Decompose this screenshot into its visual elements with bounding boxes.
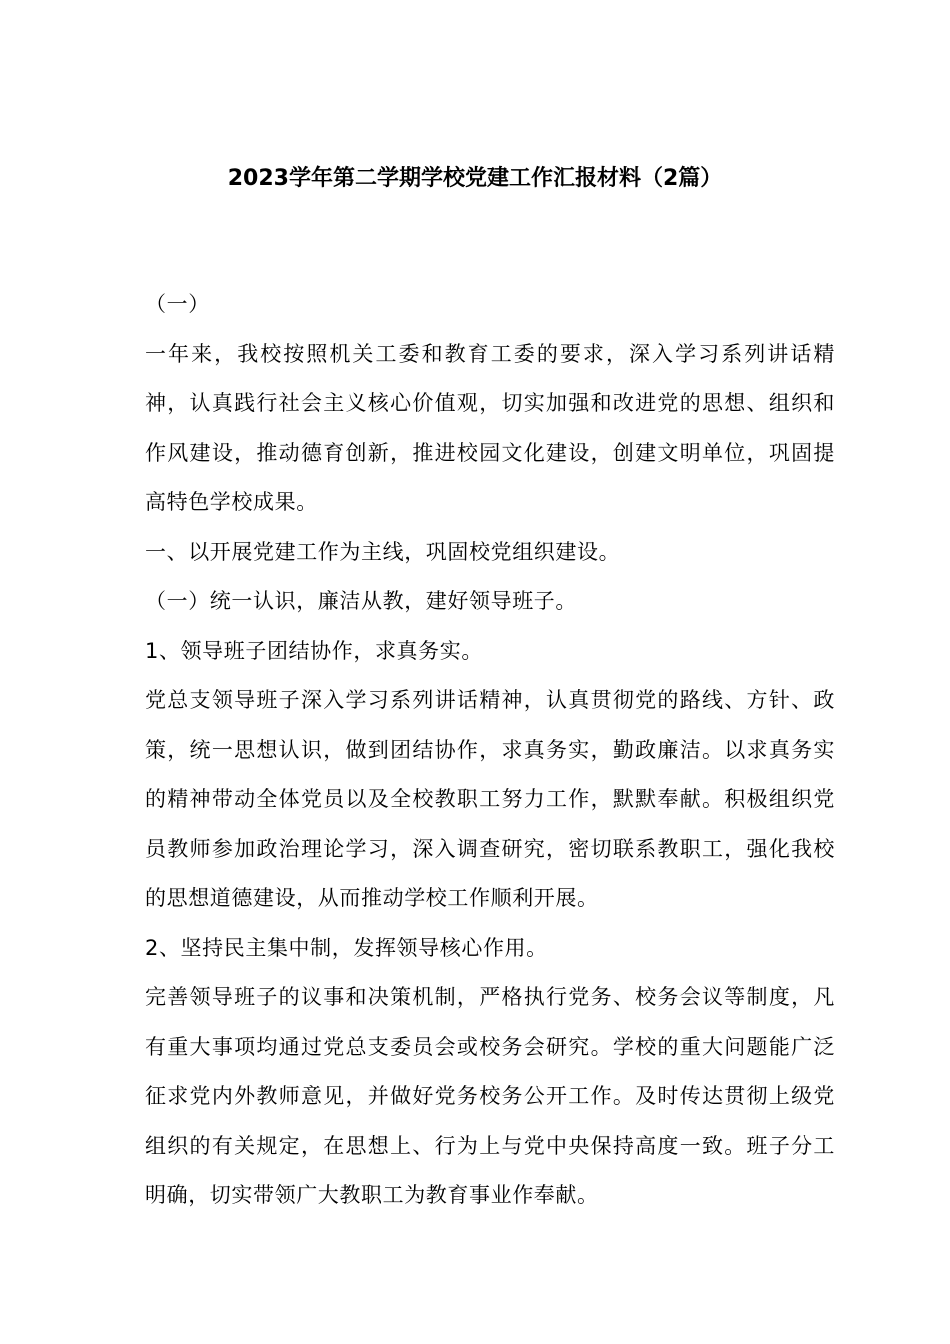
heading-level-2: （一）统一认识，廉洁从教，建好领导班子。 — [145, 589, 577, 613]
document-body — [145, 280, 835, 1221]
heading-level-3: 2、坚持民主集中制，发挥领导核心作用。 — [145, 935, 548, 960]
intro-paragraph: 一年来，我校按照机关工委和教育工委的要求，深入学习系列讲话精神，认真践行社会主义核心价值观，切实加强和改进党的思想、组织和作风建设，推动德育创新，推进校园文化建设，创建文明单位，巩固提高特色学校成果。 — [145, 341, 835, 514]
section-marker: （一） — [145, 292, 210, 316]
heading-level-3: 1、领导班子团结协作，求真务实。 — [145, 638, 483, 663]
body-paragraph: 完善领导班子的议事和决策机制，严格执行党务、校务会议等制度，凡有重大事项均通过党总支委员会或校务会研究。学校的重大问题能广泛征求党内外教师意见，并做好党务校务公开工作。及时传达贯彻上级党组织的有关规定，在思想上、行为上与党中央保持高度一致。班子分工明确，切实带领广大教职工为教育事业作奉献。 — [145, 985, 835, 1207]
document-title: 2023学年第二学期学校党建工作汇报材料（2篇） — [227, 166, 723, 191]
heading-level-1: 一、以开展党建工作为主线，巩固校党组织建设。 — [145, 539, 621, 564]
body-paragraph: 党总支领导班子深入学习系列讲话精神，认真贯彻党的路线、方针、政策，统一思想认识，做到团结协作，求真务实，勤政廉洁。以求真务实的精神带动全体党员以及全校教职工努力工作，默默奉献。积极组织党员教师参加政治理论学习，深入调查研究，密切联系教职工，强化我校的思想道德建设，从而推动学校工作顺利开展。 — [145, 688, 835, 910]
